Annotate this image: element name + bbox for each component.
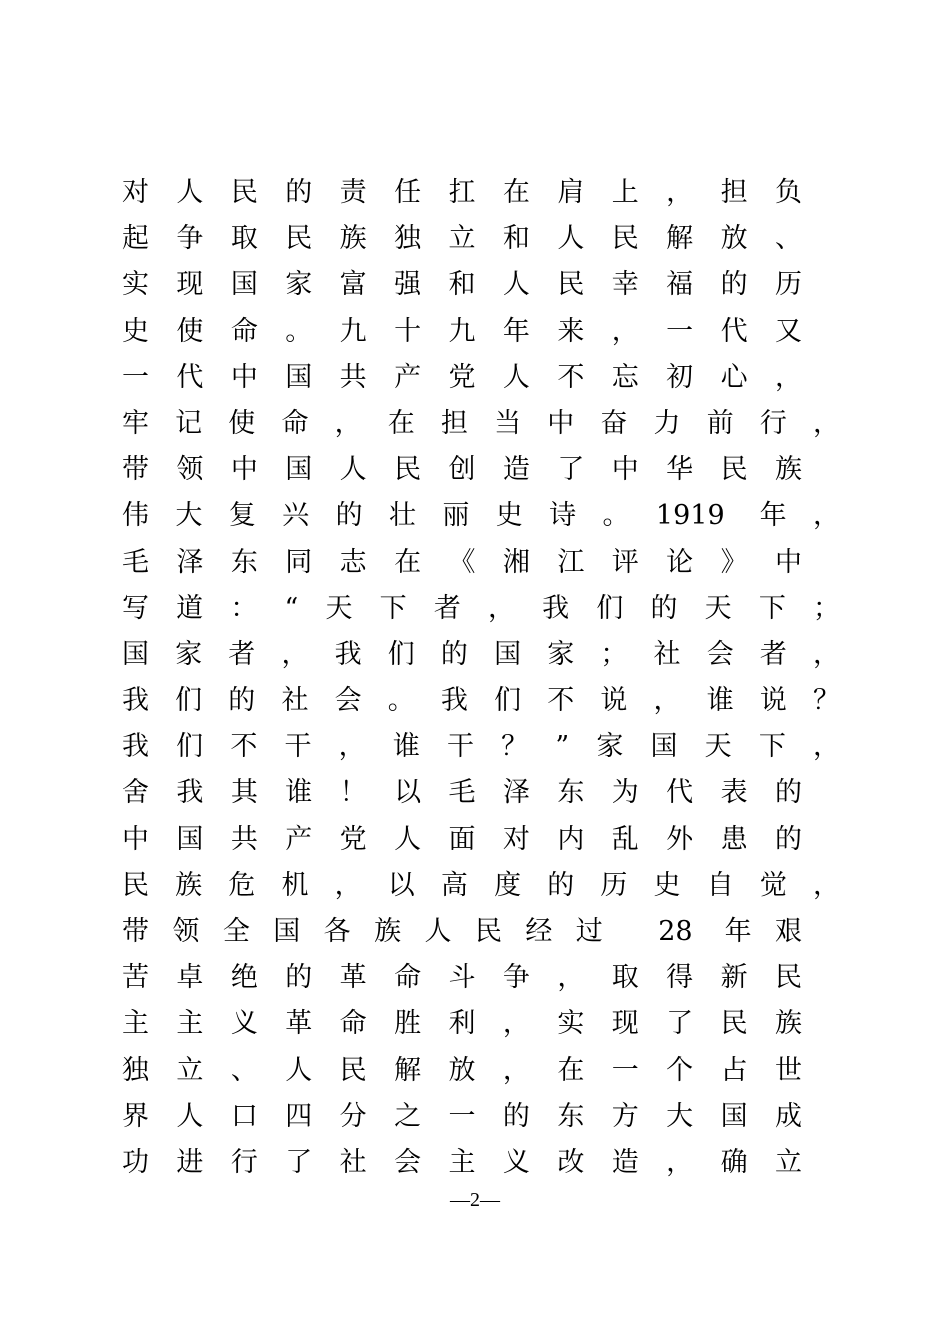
text-line-14: 舍我其谁！以毛泽东为代表的: [122, 777, 802, 809]
text-line-13: 我们不干，谁干？”家国天下，: [122, 731, 840, 763]
text-line-21: 界人口四分之一的东方大国成: [122, 1100, 802, 1132]
text-line-11: 国家者，我们的国家；社会者，: [122, 638, 840, 670]
text-line-9: 毛泽东同志在《湘江评论》中: [122, 546, 802, 578]
text-line-16: 民族危机，以高度的历史自觉，: [122, 869, 840, 901]
text-line-22: 功进行了社会主义改造，确立: [122, 1146, 802, 1178]
text-line-19: 主主义革命胜利，实现了民族: [122, 1008, 802, 1040]
page-number: —2—: [450, 1189, 500, 1211]
text-line-8: 伟大复兴的壮丽史诗。1919 年，: [122, 500, 840, 532]
text-line-5: 一代中国共产党人不忘初心，: [122, 361, 802, 393]
text-line-15: 中国共产党人面对内乱外患的: [122, 823, 802, 855]
text-line-1: 对人民的责任扛在肩上，担负: [122, 177, 802, 208]
text-line-12: 我们的社会。我们不说，谁说？: [122, 685, 840, 717]
text-line-20: 独立、人民解放，在一个占世: [122, 1054, 802, 1086]
text-line-10: 写道：“天下者，我们的天下；: [122, 592, 840, 624]
text-line-3: 实现国家富强和人民幸福的历: [122, 269, 802, 301]
text-line-7: 带领中国人民创造了中华民族: [122, 454, 802, 486]
text-line-17: 带领全国各族人民经过 28 年艰: [122, 916, 802, 947]
text-line-2: 起争取民族独立和人民解放、: [122, 223, 802, 255]
text-line-18: 苦卓绝的革命斗争，取得新民: [122, 962, 802, 994]
text-line-4: 史使命。九十九年来，一代又: [122, 315, 802, 347]
body-text: [122, 170, 852, 1186]
text-line-6: 牢记使命，在担当中奋力前行，: [122, 407, 840, 439]
